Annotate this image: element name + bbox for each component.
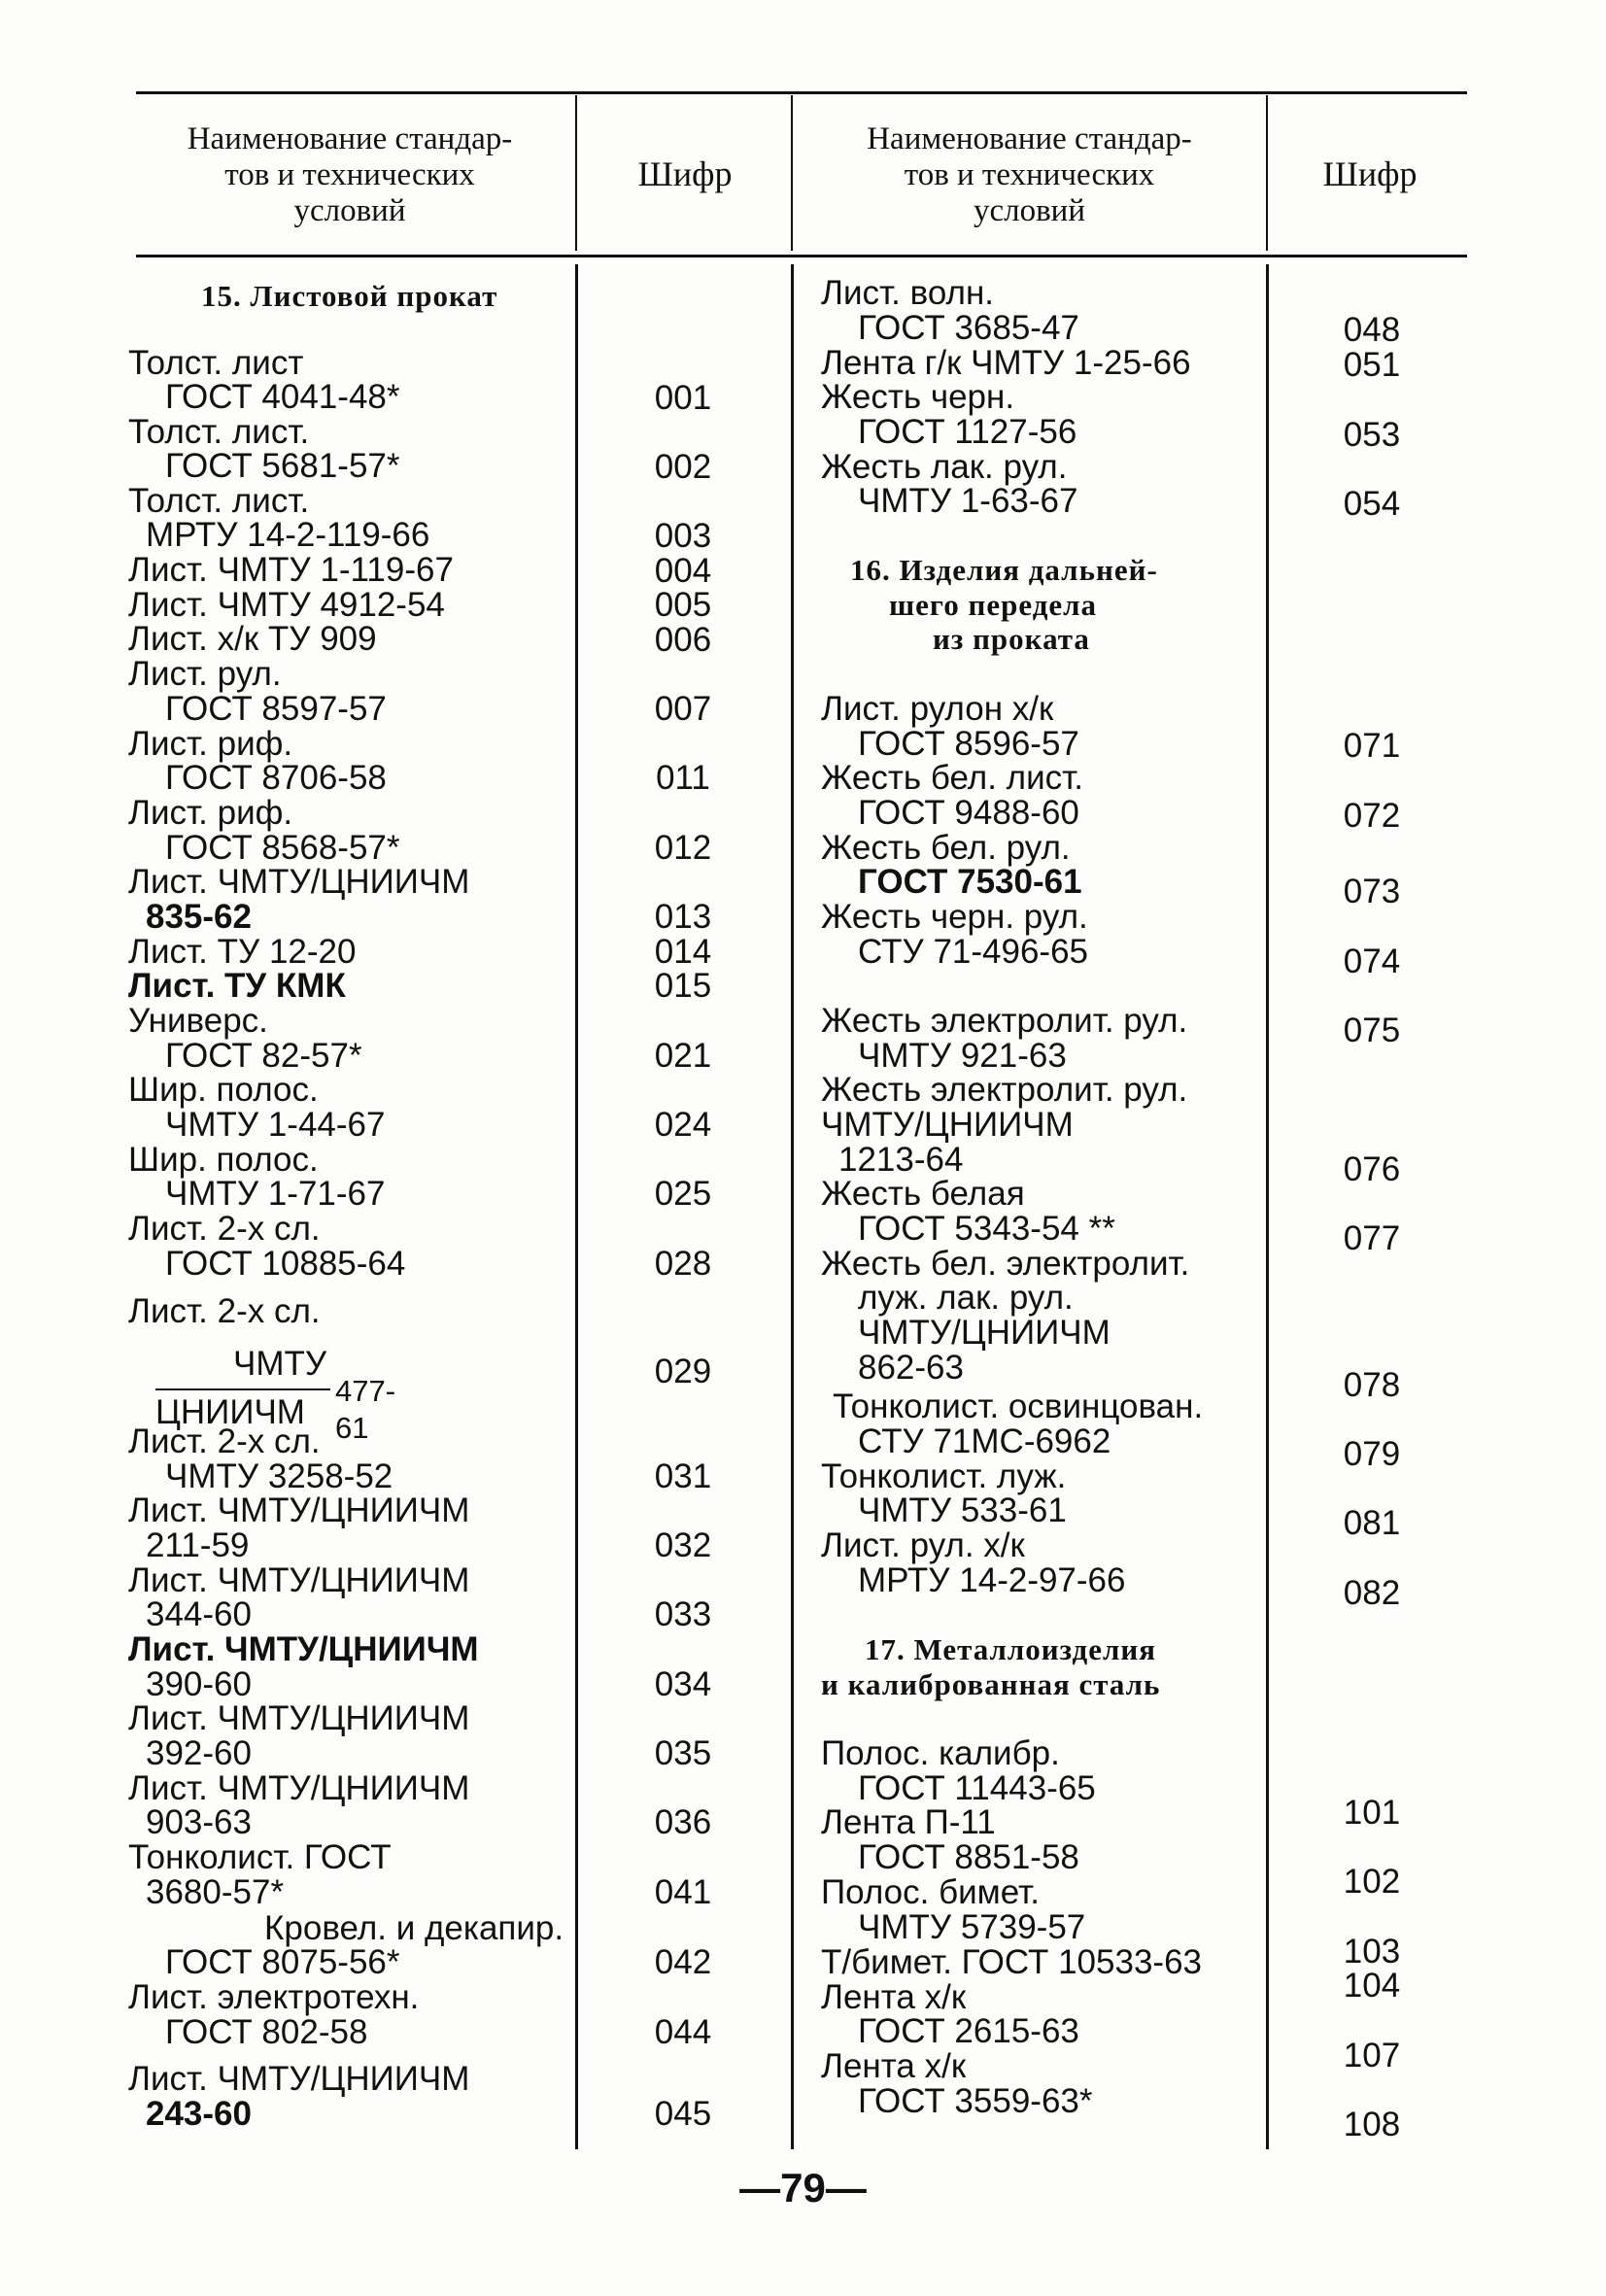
code-cell: 001 [654, 379, 712, 417]
standard-name: Лента х/к [821, 1978, 967, 2016]
header-code-left: Шифр [637, 154, 733, 193]
standard-name: ГОСТ 8075-56* [165, 1943, 400, 1981]
standard-name: ГОСТ 8568-57* [165, 829, 400, 867]
standard-name: СТУ 71МС-6962 [858, 1422, 1111, 1460]
code-cell: 074 [1343, 942, 1401, 980]
code-cell: 077 [1343, 1219, 1401, 1257]
standard-name: СТУ 71-496-65 [858, 933, 1089, 971]
standard-name: Лента П-11 [821, 1803, 996, 1841]
standard-name: МРТУ 14-2-97-66 [858, 1561, 1126, 1599]
standard-name: Лист. электротехн. [128, 1978, 420, 2016]
standard-name: шего передела [889, 588, 1098, 622]
code-cell: 033 [654, 1595, 712, 1633]
standard-name: ГОСТ 9488-60 [858, 794, 1079, 832]
standard-name: ГОСТ 1127-56 [858, 413, 1077, 451]
header-bottom-rule [136, 255, 1467, 257]
standard-name: и калиброванная сталь [821, 1667, 1161, 1701]
standard-name: Жесть электролит. рул. [821, 1071, 1188, 1109]
standard-name: Лист. ЧМТУ/ЦНИИЧМ [128, 1491, 470, 1529]
standard-name: ЧМТУ 1-63-67 [858, 482, 1078, 520]
code-cell: 104 [1343, 1967, 1401, 2005]
standard-name: ЧМТУ/ЦНИИЧМ [821, 1106, 1074, 1144]
standard-name: 862-63 [858, 1349, 964, 1387]
standard-name: 903-63 [146, 1803, 252, 1841]
standard-name: ЧМТУ/ЦНИИЧМ [858, 1314, 1111, 1352]
standard-name: ГОСТ 802-58 [165, 2013, 368, 2051]
standard-name: Шир. полос. [128, 1141, 319, 1179]
standard-name: Кровел. и декапир. [264, 1909, 564, 1947]
code-cell: 005 [654, 586, 712, 624]
fraction-denominator: ЦНИИЧМ [155, 1393, 305, 1431]
standard-name: Тонколист. луж. [821, 1457, 1067, 1495]
standard-name: ГОСТ 8851-58 [858, 1838, 1079, 1876]
standard-name: Шир. полос. [128, 1071, 319, 1109]
code-cell: 015 [654, 967, 712, 1005]
code-cell: 006 [654, 621, 712, 659]
standard-name: 211-59 [146, 1526, 250, 1564]
code-cell: 107 [1343, 2037, 1401, 2074]
standard-name: Лист. риф. [128, 794, 293, 832]
code-cell: 101 [1343, 1794, 1401, 1832]
standard-name: Жесть черн. рул. [821, 898, 1088, 936]
code-cell: 078 [1343, 1366, 1401, 1404]
code-cell: 031 [654, 1457, 712, 1495]
standard-name: ЧМТУ 921-63 [858, 1037, 1067, 1075]
standard-name: Лист. ТУ КМК [128, 967, 346, 1005]
standard-name: ЧМТУ 5739-57 [858, 1908, 1086, 1946]
column-divider-3-body [1266, 264, 1269, 2149]
code-cell: 013 [654, 898, 712, 936]
code-cell: 012 [654, 829, 712, 867]
code-cell: 035 [654, 1734, 712, 1772]
standard-name: Лист. 2-х сл. [128, 1422, 321, 1460]
column-divider-2 [791, 95, 793, 251]
standard-name: Лист. рулон х/к [821, 690, 1054, 728]
standard-name: ГОСТ 3559-63* [858, 2082, 1093, 2120]
code-cell: 045 [654, 2095, 712, 2133]
standard-name: Лист. 2-х сл. [128, 1292, 321, 1330]
code-cell: 048 [1343, 311, 1401, 349]
standard-name: Лента х/к [821, 2047, 967, 2085]
code-cell: 032 [654, 1526, 712, 1564]
standard-name: Жесть белая [821, 1175, 1025, 1213]
standard-name: ЧМТУ 533-61 [858, 1491, 1067, 1529]
standard-name: Жесть бел. электролит. [821, 1245, 1190, 1283]
code-cell: 024 [654, 1106, 712, 1144]
standard-name: 392-60 [146, 1734, 252, 1772]
code-cell: 075 [1343, 1011, 1401, 1049]
code-cell: 003 [654, 517, 712, 555]
standard-name: Лист. х/к ТУ 909 [128, 620, 377, 658]
standard-name: 15. Листовой прокат [201, 279, 498, 313]
standard-name: 1213-64 [838, 1141, 964, 1179]
standard-name: Лист. ЧМТУ/ЦНИИЧМ [128, 1630, 479, 1668]
code-cell: 081 [1343, 1504, 1401, 1542]
standard-name: Жесть бел. рул. [821, 829, 1071, 867]
standard-name: Жесть черн. [821, 378, 1015, 416]
standard-name: Лист. волн. [821, 274, 994, 312]
code-cell: 002 [654, 448, 712, 486]
standard-name: ЧМТУ 1-71-67 [165, 1175, 386, 1213]
standard-name: Жесть лак. рул. [821, 448, 1068, 486]
column-divider-2-body [791, 264, 794, 2149]
standard-name: 344-60 [146, 1595, 252, 1633]
standard-name: Лента г/к ЧМТУ 1-25-66 [821, 344, 1191, 382]
code-cell: 072 [1343, 797, 1401, 835]
code-cell: 044 [654, 2013, 712, 2051]
standard-name: Тонколист. освинцован. [833, 1388, 1204, 1425]
code-cell: 108 [1343, 2106, 1401, 2143]
top-rule [136, 91, 1467, 94]
header-code-right: Шифр [1322, 154, 1418, 193]
code-cell: 036 [654, 1803, 712, 1841]
header-name-right: Наименование стандар- тов и технических условий [867, 121, 1192, 228]
standard-name: ГОСТ 8597-57 [165, 690, 387, 728]
standard-name: Т/бимет. ГОСТ 10533-63 [821, 1943, 1203, 1981]
code-cell: 028 [654, 1245, 712, 1283]
standard-name: ГОСТ 3685-47 [858, 309, 1079, 347]
standard-name: ГОСТ 11443-65 [858, 1769, 1096, 1807]
standard-name: ГОСТ 8706-58 [165, 759, 387, 797]
standard-name: Тонколист. ГОСТ [128, 1838, 392, 1876]
code-cell: 014 [654, 933, 712, 971]
standard-name: 390-60 [146, 1665, 252, 1703]
standard-name: Полос. калибр. [821, 1734, 1060, 1772]
standard-name: Лист. ЧМТУ/ЦНИИЧМ [128, 1769, 470, 1807]
code-cell: 054 [1343, 485, 1401, 523]
code-cell: 025 [654, 1175, 712, 1213]
standard-name: 3680-57* [146, 1873, 285, 1911]
standard-name: 17. Металлоизделия [865, 1632, 1156, 1666]
column-divider-3 [1266, 95, 1268, 251]
standard-name: Лист. рул. х/к [821, 1526, 1025, 1564]
column-divider-1 [575, 95, 577, 251]
standard-name: Лист. рул. [128, 655, 282, 693]
code-cell: 082 [1343, 1574, 1401, 1612]
standard-name: ГОСТ 5681-57* [165, 447, 400, 485]
code-cell: 004 [654, 552, 712, 590]
standard-name: ЧМТУ 3258-52 [165, 1457, 393, 1495]
standard-name: Лист. ЧМТУ/ЦНИИЧМ [128, 1699, 470, 1737]
code-cell: 071 [1343, 727, 1401, 765]
standard-name: Толст. лист. [128, 413, 310, 451]
standard-name: ГОСТ 7530-61 [858, 863, 1082, 901]
header-name-left: Наименование стандар- тов и технических условий [187, 121, 513, 228]
code-cell: 011 [656, 759, 710, 797]
standard-name: Толст. лист [128, 344, 304, 382]
standard-name: 835-62 [146, 898, 252, 936]
standard-name: МРТУ 14-2-119-66 [146, 516, 430, 554]
standard-name: Толст. лист. [128, 482, 310, 520]
standard-name: Лист. риф. [128, 725, 293, 763]
standard-name: Жесть бел. лист. [821, 759, 1084, 797]
standard-name: ГОСТ 2615-63 [858, 2012, 1079, 2050]
standard-name: ГОСТ 4041-48* [165, 378, 400, 416]
page-number: —79— [739, 2165, 867, 2210]
code-cell: 103 [1343, 1933, 1401, 1970]
standard-name: 243-60 [146, 2095, 252, 2133]
standard-name: ГОСТ 10885-64 [165, 1245, 406, 1283]
code-cell: 021 [654, 1037, 712, 1075]
standard-name: Полос. бимет. [821, 1873, 1040, 1911]
code-cell: 007 [654, 690, 712, 728]
standard-name: Лист. 2-х сл. [128, 1210, 321, 1248]
column-divider-1-body [575, 264, 578, 2149]
code-cell: 102 [1343, 1863, 1401, 1901]
standard-name: Лист. ЧМТУ 1-119-67 [128, 551, 454, 589]
standard-name: Лист. ТУ 12-20 [128, 933, 357, 971]
code-cell: 029 [654, 1353, 712, 1390]
code-cell: 073 [1343, 873, 1401, 910]
standard-name: ГОСТ 5343-54 ** [858, 1210, 1115, 1248]
fraction-bar [155, 1388, 330, 1390]
code-cell: 042 [654, 1943, 712, 1981]
standard-name: Лист. ЧМТУ/ЦНИИЧМ [128, 2060, 470, 2098]
standard-name: Лист. ЧМТУ/ЦНИИЧМ [128, 1561, 470, 1599]
standard-name: Универс. [128, 1002, 268, 1040]
standard-name: ЧМТУ 1-44-67 [165, 1106, 386, 1144]
code-cell: 041 [654, 1873, 712, 1911]
standard-name: Лист. ЧМТУ/ЦНИИЧМ [128, 863, 470, 901]
code-cell: 053 [1343, 416, 1401, 454]
standard-name: ГОСТ 82-57* [165, 1037, 362, 1075]
fraction-numerator: ЧМТУ [233, 1345, 327, 1383]
standard-name: луж. лак. рул. [858, 1279, 1074, 1317]
standard-name: из проката [933, 622, 1090, 656]
standard-name: Жесть электролит. рул. [821, 1002, 1188, 1040]
fraction-suffix: 477-61 [335, 1374, 396, 1445]
standard-name: 16. Изделия дальней- [850, 553, 1158, 587]
standard-name: Лист. ЧМТУ 4912-54 [128, 586, 445, 624]
code-cell: 034 [654, 1665, 712, 1703]
code-cell: 079 [1343, 1435, 1401, 1473]
standard-name: ГОСТ 8596-57 [858, 725, 1079, 763]
code-cell: 076 [1343, 1150, 1401, 1188]
code-cell: 051 [1343, 346, 1401, 384]
